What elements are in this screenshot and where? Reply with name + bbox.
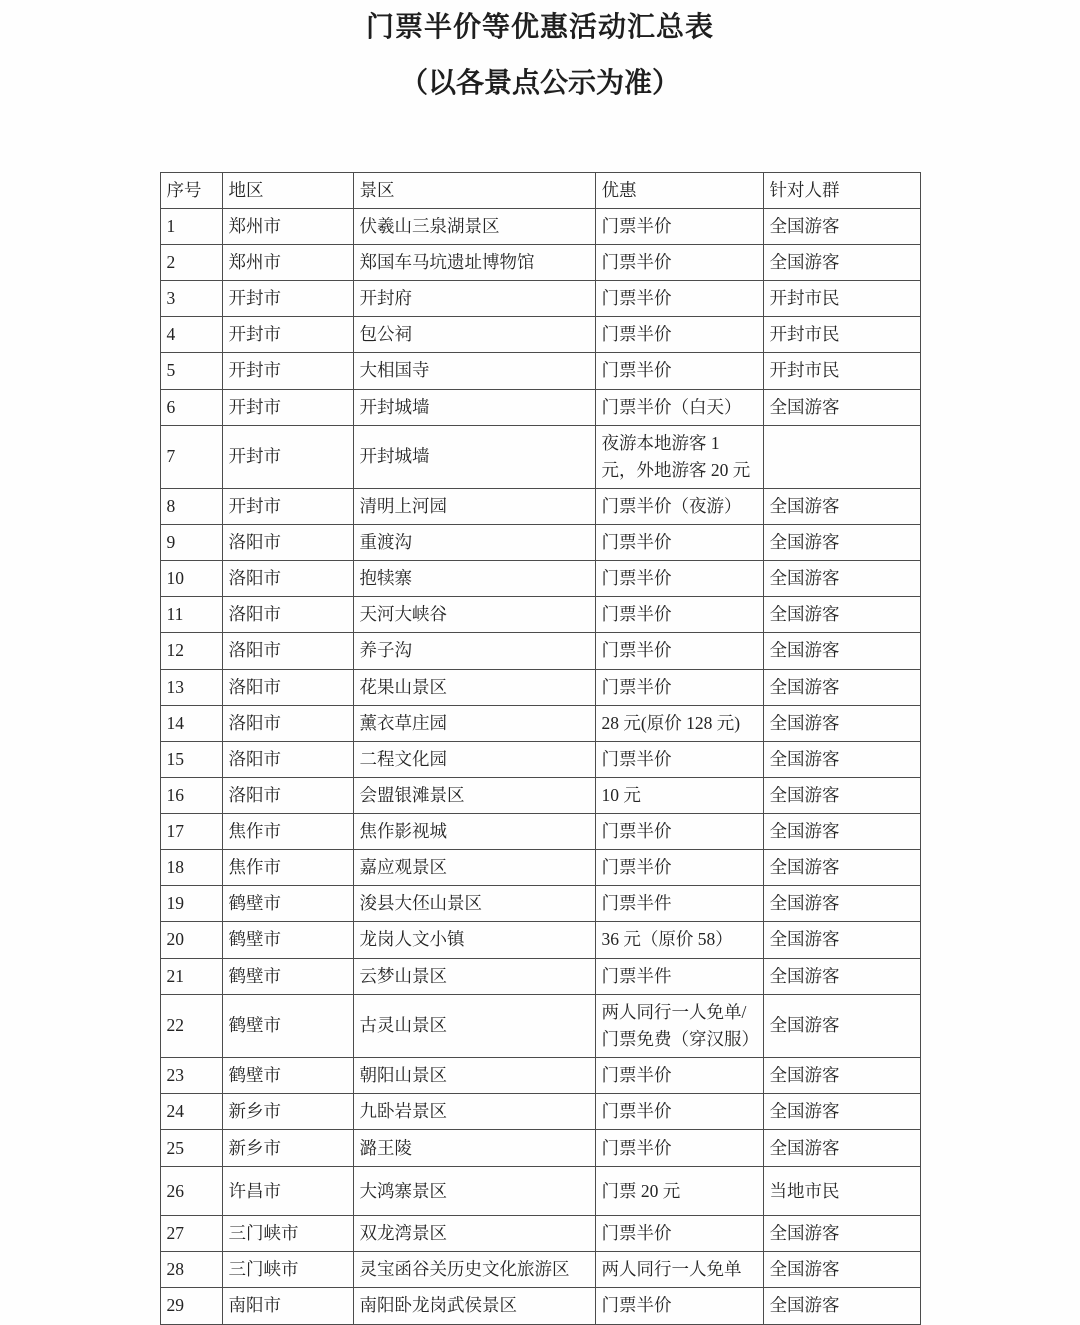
table-cell: 洛阳市 — [222, 777, 353, 813]
table-cell: 28 — [160, 1252, 222, 1288]
column-header: 优惠 — [595, 172, 763, 208]
table-cell: 10 元 — [595, 777, 763, 813]
table-cell: 16 — [160, 777, 222, 813]
table-row — [160, 208, 920, 244]
table-cell: 全国游客 — [763, 741, 920, 777]
table-cell: 全国游客 — [763, 850, 920, 886]
table-cell: 门票半价 — [595, 1094, 763, 1130]
table-cell: 鹤壁市 — [222, 958, 353, 994]
table-cell: 门票半价（夜游） — [595, 488, 763, 524]
table-cell: 22 — [160, 994, 222, 1057]
table-cell: 门票半件 — [595, 886, 763, 922]
table-row — [160, 1167, 920, 1216]
table-cell: 开封市 — [222, 488, 353, 524]
header-row — [160, 172, 920, 208]
table-cell: 开封市 — [222, 389, 353, 425]
table-cell: 门票半价 — [595, 1057, 763, 1093]
table-cell: 重渡沟 — [353, 525, 595, 561]
table-cell: 开封市 — [222, 353, 353, 389]
table-cell: 天河大峡谷 — [353, 597, 595, 633]
table-cell: 大鸿寨景区 — [353, 1167, 595, 1216]
table-cell: 3 — [160, 281, 222, 317]
table-cell: 古灵山景区 — [353, 994, 595, 1057]
table-cell: 开封市民 — [763, 353, 920, 389]
table-row — [160, 741, 920, 777]
table-cell: 抱犊寨 — [353, 561, 595, 597]
table-cell: 8 — [160, 488, 222, 524]
table-cell: 两人同行一人免单 — [595, 1252, 763, 1288]
table-cell: 花果山景区 — [353, 669, 595, 705]
table-cell: 7 — [160, 425, 222, 488]
table-cell: 薰衣草庄园 — [353, 705, 595, 741]
table-cell: 洛阳市 — [222, 633, 353, 669]
table-row — [160, 633, 920, 669]
table-cell: 全国游客 — [763, 958, 920, 994]
table-cell: 新乡市 — [222, 1130, 353, 1167]
table-row — [160, 814, 920, 850]
table-row — [160, 1057, 920, 1093]
table-cell: 6 — [160, 389, 222, 425]
table-cell: 门票半价 — [595, 1216, 763, 1252]
table-cell: 全国游客 — [763, 245, 920, 281]
table-cell: 19 — [160, 886, 222, 922]
table-cell: 门票半价 — [595, 245, 763, 281]
table-cell: 36 元（原价 58） — [595, 922, 763, 958]
table-cell: 2 — [160, 245, 222, 281]
table-cell: 门票半价 — [595, 525, 763, 561]
table-cell: 开封市 — [222, 317, 353, 353]
table-cell: 全国游客 — [763, 389, 920, 425]
table-cell: 9 — [160, 525, 222, 561]
table-row — [160, 1094, 920, 1130]
table-cell: 全国游客 — [763, 814, 920, 850]
table-cell: 洛阳市 — [222, 705, 353, 741]
table-cell: 24 — [160, 1094, 222, 1130]
table-cell: 12 — [160, 633, 222, 669]
table-cell: 全国游客 — [763, 705, 920, 741]
table-cell: 当地市民 — [763, 1167, 920, 1216]
table-cell: 门票半价 — [595, 669, 763, 705]
page-subtitle: （以各景点公示为准） — [399, 68, 680, 100]
table-cell: 全国游客 — [763, 633, 920, 669]
table-cell: 28 元(原价 128 元) — [595, 705, 763, 741]
column-header: 景区 — [353, 172, 595, 208]
table-row — [160, 353, 920, 389]
table-cell: 门票半价 — [595, 814, 763, 850]
table-row — [160, 1130, 920, 1167]
table-cell: 郑州市 — [222, 208, 353, 244]
table-cell: 双龙湾景区 — [353, 1216, 595, 1252]
table-cell: 门票半价 — [595, 1288, 763, 1324]
table-cell: 九卧岩景区 — [353, 1094, 595, 1130]
table-cell: 两人同行一人免单/门票免费（穿汉服） — [595, 994, 763, 1057]
page-title: 门票半价等优惠活动汇总表 — [365, 12, 714, 43]
table-cell: 门票半价 — [595, 281, 763, 317]
table-cell: 13 — [160, 669, 222, 705]
table-row — [160, 389, 920, 425]
table-cell: 鹤壁市 — [222, 1057, 353, 1093]
table-body — [160, 208, 920, 1324]
table-cell: 嘉应观景区 — [353, 850, 595, 886]
table-cell: 门票半价 — [595, 597, 763, 633]
table-cell: 15 — [160, 741, 222, 777]
table-cell: 鹤壁市 — [222, 886, 353, 922]
table-cell: 开封城墙 — [353, 389, 595, 425]
table-cell: 开封市 — [222, 425, 353, 488]
table-cell: 潞王陵 — [353, 1130, 595, 1167]
table-cell: 全国游客 — [763, 597, 920, 633]
table-cell: 全国游客 — [763, 525, 920, 561]
table-row — [160, 994, 920, 1057]
column-header: 序号 — [160, 172, 222, 208]
table-cell: 全国游客 — [763, 994, 920, 1057]
table-cell: 清明上河园 — [353, 488, 595, 524]
table-row — [160, 777, 920, 813]
table-cell: 全国游客 — [763, 669, 920, 705]
table-cell: 新乡市 — [222, 1094, 353, 1130]
table-cell: 二程文化园 — [353, 741, 595, 777]
table-cell: 27 — [160, 1216, 222, 1252]
table-cell: 全国游客 — [763, 886, 920, 922]
table-row — [160, 425, 920, 488]
table-row — [160, 525, 920, 561]
table-cell: 全国游客 — [763, 1057, 920, 1093]
table-cell: 洛阳市 — [222, 525, 353, 561]
table-cell: 洛阳市 — [222, 669, 353, 705]
table-cell: 门票半价 — [595, 1130, 763, 1167]
discount-table — [160, 172, 921, 1325]
table-cell: 会盟银滩景区 — [353, 777, 595, 813]
table-cell: 鹤壁市 — [222, 994, 353, 1057]
table-cell: 洛阳市 — [222, 561, 353, 597]
table-cell: 23 — [160, 1057, 222, 1093]
table-cell: 伏羲山三泉湖景区 — [353, 208, 595, 244]
table-cell: 三门峡市 — [222, 1252, 353, 1288]
column-header: 针对人群 — [763, 172, 920, 208]
table-row — [160, 1252, 920, 1288]
table-cell: 养子沟 — [353, 633, 595, 669]
table-row — [160, 245, 920, 281]
table-cell: 洛阳市 — [222, 741, 353, 777]
table-cell: 南阳卧龙岗武侯景区 — [353, 1288, 595, 1324]
table-cell: 25 — [160, 1130, 222, 1167]
table-cell: 开封市民 — [763, 317, 920, 353]
table-row — [160, 281, 920, 317]
table-row — [160, 1288, 920, 1324]
table-cell: 14 — [160, 705, 222, 741]
table-cell: 洛阳市 — [222, 597, 353, 633]
table-cell: 20 — [160, 922, 222, 958]
table-cell: 郑国车马坑遗址博物馆 — [353, 245, 595, 281]
table-row — [160, 1216, 920, 1252]
table-cell: 郑州市 — [222, 245, 353, 281]
table-cell: 门票半件 — [595, 958, 763, 994]
table-cell: 开封府 — [353, 281, 595, 317]
table-cell: 全国游客 — [763, 561, 920, 597]
column-header: 地区 — [222, 172, 353, 208]
table-row — [160, 958, 920, 994]
table-cell: 开封市民 — [763, 281, 920, 317]
table-cell: 焦作影视城 — [353, 814, 595, 850]
table-cell: 29 — [160, 1288, 222, 1324]
table-cell: 门票半价 — [595, 353, 763, 389]
table-cell: 门票半价 — [595, 633, 763, 669]
table-cell: 夜游本地游客 1 元，外地游客 20 元 — [595, 425, 763, 488]
table-cell: 门票半价 — [595, 741, 763, 777]
table-cell: 21 — [160, 958, 222, 994]
table-row — [160, 669, 920, 705]
table-cell: 17 — [160, 814, 222, 850]
table-row — [160, 597, 920, 633]
table-cell: 浚县大伾山景区 — [353, 886, 595, 922]
table-cell: 全国游客 — [763, 208, 920, 244]
table-cell: 全国游客 — [763, 488, 920, 524]
table-cell: 4 — [160, 317, 222, 353]
table-row — [160, 922, 920, 958]
table-cell: 门票半价 — [595, 317, 763, 353]
table-cell: 全国游客 — [763, 1288, 920, 1324]
table-cell: 开封城墙 — [353, 425, 595, 488]
table-cell: 10 — [160, 561, 222, 597]
table-cell: 26 — [160, 1167, 222, 1216]
table-row — [160, 850, 920, 886]
table-row — [160, 561, 920, 597]
table-cell: 门票半价 — [595, 561, 763, 597]
table-row — [160, 886, 920, 922]
table-cell: 云梦山景区 — [353, 958, 595, 994]
table-cell: 焦作市 — [222, 814, 353, 850]
table-cell: 龙岗人文小镇 — [353, 922, 595, 958]
table-cell: 5 — [160, 353, 222, 389]
table-cell: 三门峡市 — [222, 1216, 353, 1252]
table-cell: 全国游客 — [763, 777, 920, 813]
table-cell: 11 — [160, 597, 222, 633]
table-cell: 门票半价 — [595, 208, 763, 244]
table-cell: 灵宝函谷关历史文化旅游区 — [353, 1252, 595, 1288]
table-cell: 18 — [160, 850, 222, 886]
table-cell: 1 — [160, 208, 222, 244]
table-cell: 包公祠 — [353, 317, 595, 353]
table-cell: 全国游客 — [763, 1252, 920, 1288]
table-cell: 开封市 — [222, 281, 353, 317]
table-cell: 门票半价 — [595, 850, 763, 886]
table-cell: 全国游客 — [763, 1094, 920, 1130]
table-cell: 朝阳山景区 — [353, 1057, 595, 1093]
table-cell: 大相国寺 — [353, 353, 595, 389]
table-cell: 门票半价（白天） — [595, 389, 763, 425]
table-cell: 许昌市 — [222, 1167, 353, 1216]
table-cell: 门票 20 元 — [595, 1167, 763, 1216]
table-row — [160, 705, 920, 741]
table-cell: 鹤壁市 — [222, 922, 353, 958]
table-cell — [763, 425, 920, 488]
table-cell: 全国游客 — [763, 1216, 920, 1252]
table-cell: 南阳市 — [222, 1288, 353, 1324]
table-row — [160, 317, 920, 353]
table-cell: 焦作市 — [222, 850, 353, 886]
table-cell: 全国游客 — [763, 1130, 920, 1167]
table-cell: 全国游客 — [763, 922, 920, 958]
table-row — [160, 488, 920, 524]
